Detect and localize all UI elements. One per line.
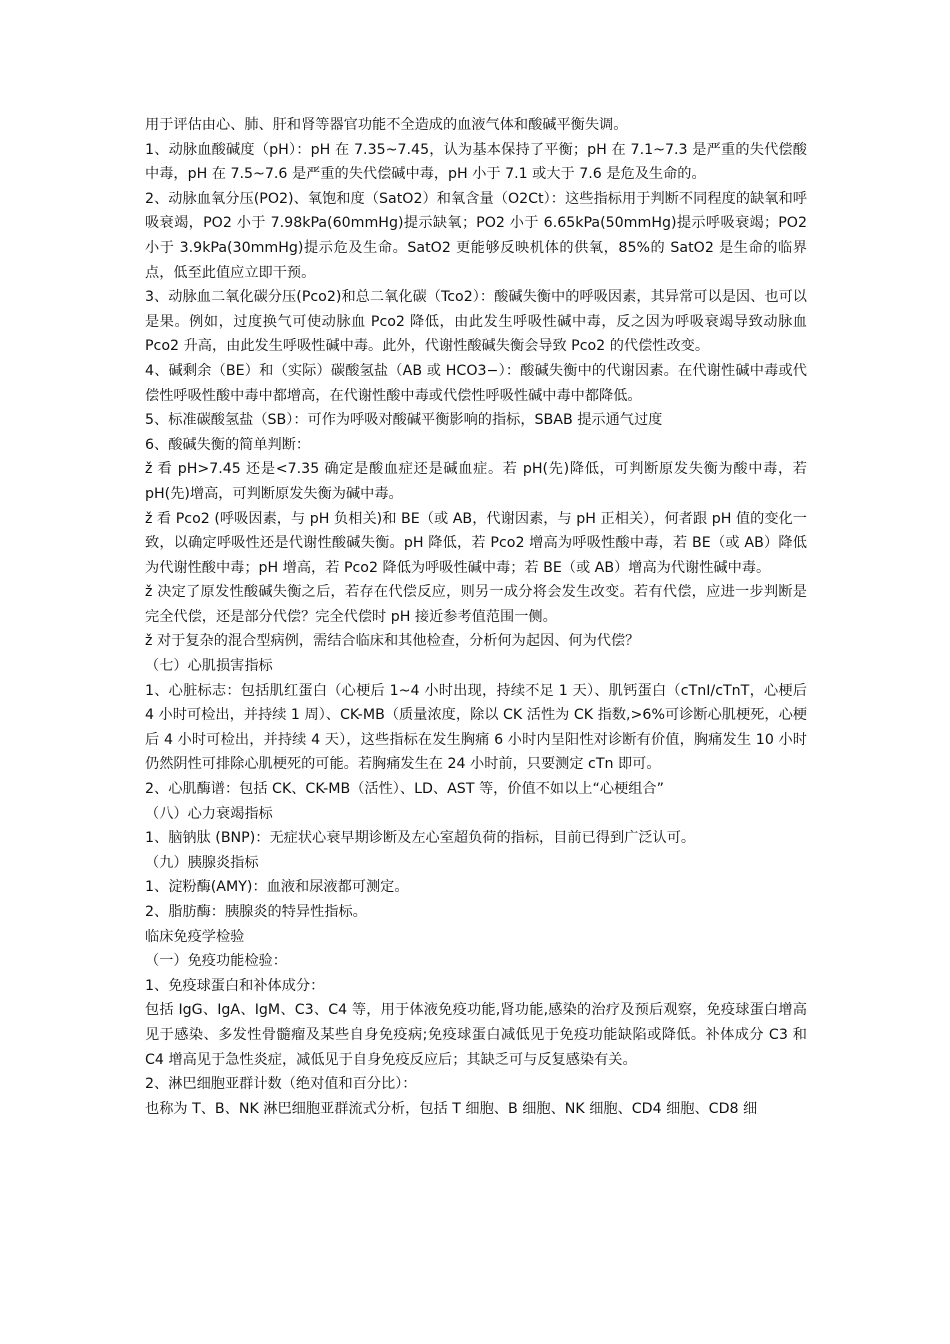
paragraph-cardiac-enzymes: 2、心肌酶谱：包括 CK、CK-MB（活性）、LD、AST 等，价值不如以上“心梗组合”	[145, 781, 664, 798]
section-heading: （一）免疫功能检验：	[145, 953, 287, 970]
paragraph-intro: 用于评估由心、肺、肝和肾等器官功能不全造成的血液气体和酸碱平衡失调。	[145, 117, 628, 133]
section-heading: （八）心力衰竭指标	[145, 805, 273, 822]
section-heading: （七）心肌损害指标	[145, 658, 273, 675]
bullet-item: ž 看 Pco2 (呼吸因素，与 pH 负相关)和 BE（或 AB，代谢因素，与 pH 正相关），何者跟 pH 值的变化一致，以确定呼吸性还是代谢性酸碱失衡。pH 降低，若 Pco2 增高为呼吸性酸中毒，若 BE（或 AB）降低为代谢性酸中毒；pH 增高，若 Pco2 降低为呼吸性碱中毒；若 BE（或 AB）增高为代谢性碱中毒。	[145, 510, 807, 576]
paragraph-immunoglobulin-heading: 1、免疫球蛋白和补体成分：	[145, 977, 325, 994]
paragraph-pco2: 3、动脉血二氧化碳分压(Pco2)和总二氧化碳（Tco2）：酸碱失衡中的呼吸因素，其异常可以是因、也可以是果。例如，过度换气可使动脉血 Pco2 降低，由此发生呼吸性碱中毒，反之因为呼吸衰竭导致动脉血 Pco2 升高，由此发生呼吸性碱中毒。此外，代谢性酸碱失衡会导致 Pco2 的代偿性改变。	[145, 289, 807, 355]
paragraph-amy: 1、淀粉酶(AMY)：血液和尿液都可测定。	[145, 879, 409, 896]
bullet-item: ž 看 pH>7.45 还是<7.35 确定是酸血症还是碱血症。若 pH(先)降低，可判断原发失衡为酸中毒，若 pH(先)增高，可判断原发失衡为碱中毒。	[145, 461, 807, 502]
document-body	[145, 113, 807, 1121]
paragraph-po2: 2、动脉血氧分压(PO2)、氧饱和度（SatO2）和氧含量（O2Ct）：这些指标用于判断不同程度的缺氧和呼吸衰竭，PO2 小于 7.98kPa(60mmHg)提示缺氧；PO2 小于 6.65kPa(50mmHg)提示呼吸衰竭；PO2 小于 3.9kPa(30mmHg)提示危及生命。SatO2 更能够反映机体的供氧，85%的 SatO2 是生命的临界点，低至此值应立即干预。	[145, 190, 807, 281]
paragraph-be: 4、碱剩余（BE）和（实际）碳酸氢盐（AB 或 HCO3−）：酸碱失衡中的代谢因素。在代谢性碱中毒或代偿性呼吸性酸中毒中都增高，在代谢性酸中毒或代偿性呼吸性碱中毒中都降低。	[145, 362, 807, 404]
paragraph-judgement-heading: 6、酸碱失衡的简单判断：	[145, 436, 311, 453]
chapter-heading: 临床免疫学检验	[145, 928, 245, 945]
paragraph-lymphocyte: 也称为 T、B、NK 淋巴细胞亚群流式分析，包括 T 细胞、B 细胞、NK 细胞、CD4 细胞、CD8 细	[145, 1100, 758, 1117]
paragraph-sb: 5、标准碳酸氢盐（SB）：可作为呼吸对酸碱平衡影响的指标，SBAB 提示通气过度	[145, 412, 663, 429]
paragraph-cardiac-markers: 1、心脏标志：包括肌红蛋白（心梗后 1~4 小时出现，持续不足 1 天）、肌钙蛋白（cTnI/cTnT，心梗后 4 小时可检出，并持续 1 周）、CK-MB（质量浓度，除以 CK 活性为 CK 指数,>6%可诊断心肌梗死，心梗后 4 小时可检出，并持续 4 天），这些指标在发生胸痛 6 小时内呈阳性对诊断有价值，胸痛发生 10 小时仍然阴性可排除心肌梗死的可能。若胸痛发生在 24 小时前，只要测定 cTn 即可。	[145, 682, 807, 773]
paragraph-lipase: 2、脂肪酶：胰腺炎的特异性指标。	[145, 904, 367, 920]
paragraph-ph: 1、动脉血酸碱度（pH）：pH 在 7.35~7.45，认为基本保持了平衡；pH 在 7.1~7.3 是严重的失代偿酸中毒，pH 在 7.5~7.6 是严重的失代偿碱中毒，pH 小于 7.1 或大于 7.6 是危及生命的。	[145, 141, 807, 183]
paragraph-immunoglobulin: 包括 IgG、IgA、IgM、C3、C4 等，用于体液免疫功能,肾功能,感染的治疗及预后观察，免疫球蛋白增高见于感染、多发性骨髓瘤及某些自身免疫病;免疫球蛋白减低见于免疫功能缺陷或降低。补体成分 C3 和 C4 增高见于急性炎症，减低见于自身免疫反应后；其缺乏可与反复感染有关。	[145, 1002, 807, 1068]
paragraph-bnp: 1、脑钠肽 (BNP)：无症状心衰早期诊断及左心室超负荷的指标，目前已得到广泛认可。	[145, 830, 696, 847]
paragraph-lymphocyte-heading: 2、淋巴细胞亚群计数（绝对值和百分比）：	[145, 1076, 417, 1093]
section-heading: （九）胰腺炎指标	[145, 854, 259, 871]
bullet-item: ž 决定了原发性酸碱失衡之后，若存在代偿反应，则另一成分将会发生改变。若有代偿，应进一步判断是完全代偿，还是部分代偿？完全代偿时 pH 接近参考值范围一侧。	[145, 584, 807, 625]
bullet-item: ž 对于复杂的混合型病例，需结合临床和其他检查，分析何为起因、何为代偿？	[145, 633, 640, 650]
